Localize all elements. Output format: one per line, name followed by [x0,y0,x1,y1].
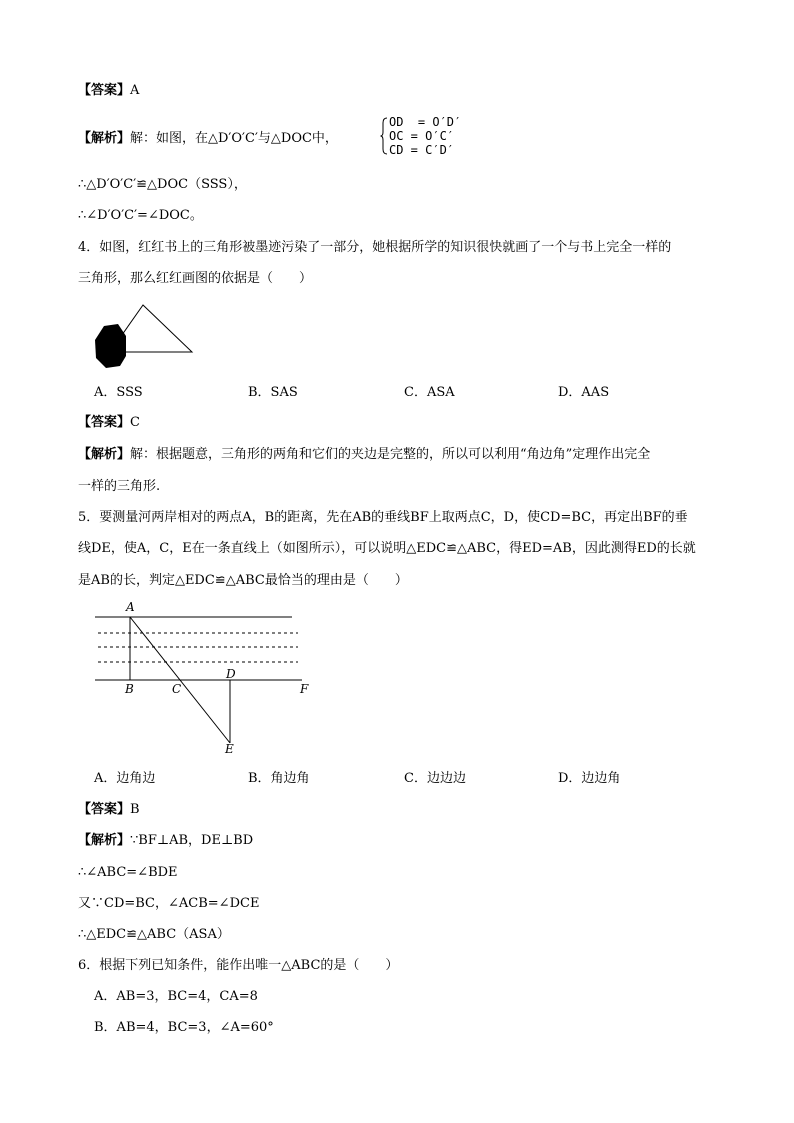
analysis-text: 解：如图，在△D′O′C′与△DOC中， [130,131,338,146]
label-e: E [225,742,234,756]
equation-system [389,115,461,157]
q4-option-a: A．SSS [94,385,143,400]
q3-conclusion-2: ∴∠D′O′C′=∠DOC。 [78,208,203,223]
q4-answer-line [78,414,140,432]
q5-river-figure [90,600,320,760]
q4-analysis-line-2: 一样的三角形. [78,479,161,494]
analysis-tag: 【解析】 [78,447,131,462]
q5-analysis-line-4: ∴△EDC≌△ABC（ASA） [78,927,230,942]
q5-stem-line-2: 线DE，使A，C，E在一条直线上（如图所示），可以说明△EDC≌△ABC，得ED=AB，因此测得ED的长就 [78,541,696,556]
q6-option-b: B．AB=4，BC=3，∠A=60° [94,1020,274,1035]
answer-tag: 【答案】 [78,83,131,98]
analysis-tag: 【解析】 [78,131,131,146]
q6-stem: 6．根据下列已知条件，能作出唯一△ABC的是（ ） [78,958,399,973]
q5-option-c: C．边边边 [404,771,466,786]
q5-stem-line-1: 5．要测量河两岸相对的两点A，B的距离，先在AB的垂线BF上取两点C，D，使CD=BC，再定出BF的垂 [78,510,688,525]
answer-tag: 【答案】 [78,802,131,817]
equation-row: OD = O′D′ [389,115,462,129]
label-c: C [172,682,182,696]
analysis-text: ∵BF⊥AB，DE⊥BD [130,833,254,848]
label-d: D [226,667,236,681]
q6-option-a: A．AB=3，BC=4，CA=8 [94,989,258,1004]
q5-option-b: B．角边角 [248,771,310,786]
q4-analysis-line-1 [78,446,650,464]
q5-analysis-line-1 [78,832,253,850]
q5-option-d: D．边边角 [558,771,621,786]
equation-row: CD = C′D′ [389,143,455,157]
q5-analysis-line-3: 又∵CD=BC，∠ACB=∠DCE [78,896,260,911]
q4-option-b: B．SAS [248,385,298,400]
q3-conclusion-1: ∴△D′O′C′≌△DOC（SSS）， [78,177,247,192]
label-b: B [125,682,134,696]
label-a: A [126,600,135,614]
q4-stained-triangle-figure [90,300,200,372]
q5-option-a: A．边角边 [94,771,156,786]
answer-tag: 【答案】 [78,415,131,430]
ink-stain [95,324,126,368]
q3-answer-line [78,82,139,100]
label-f: F [300,682,309,696]
answer-value: A [130,83,140,98]
q5-answer-line [78,801,140,819]
q4-stem-line-1: 4．如图，红红书上的三角形被墨迹污染了一部分，她根据所学的知识很快就画了一个与书上完全一样的 [78,240,672,255]
answer-value: B [130,802,140,817]
q4-option-c: C．ASA [404,385,455,400]
analysis-tag: 【解析】 [78,833,131,848]
left-brace-icon [380,117,388,155]
q5-analysis-line-2: ∴∠ABC=∠BDE [78,865,178,880]
q4-stem-line-2: 三角形，那么红红画图的依据是（ ） [78,271,313,286]
equation-row: OC = O′C′ [389,129,455,143]
q3-analysis-line [78,130,338,148]
answer-value: C [130,415,140,430]
q5-stem-line-3: 是AB的长，判定△EDC≌△ABC最恰当的理由是（ ） [78,573,408,588]
q4-option-d: D．AAS [558,385,610,400]
analysis-text: 解：根据题意，三角形的两角和它们的夹边是完整的，所以可以利用“角边角”定理作出完全 [130,447,651,462]
